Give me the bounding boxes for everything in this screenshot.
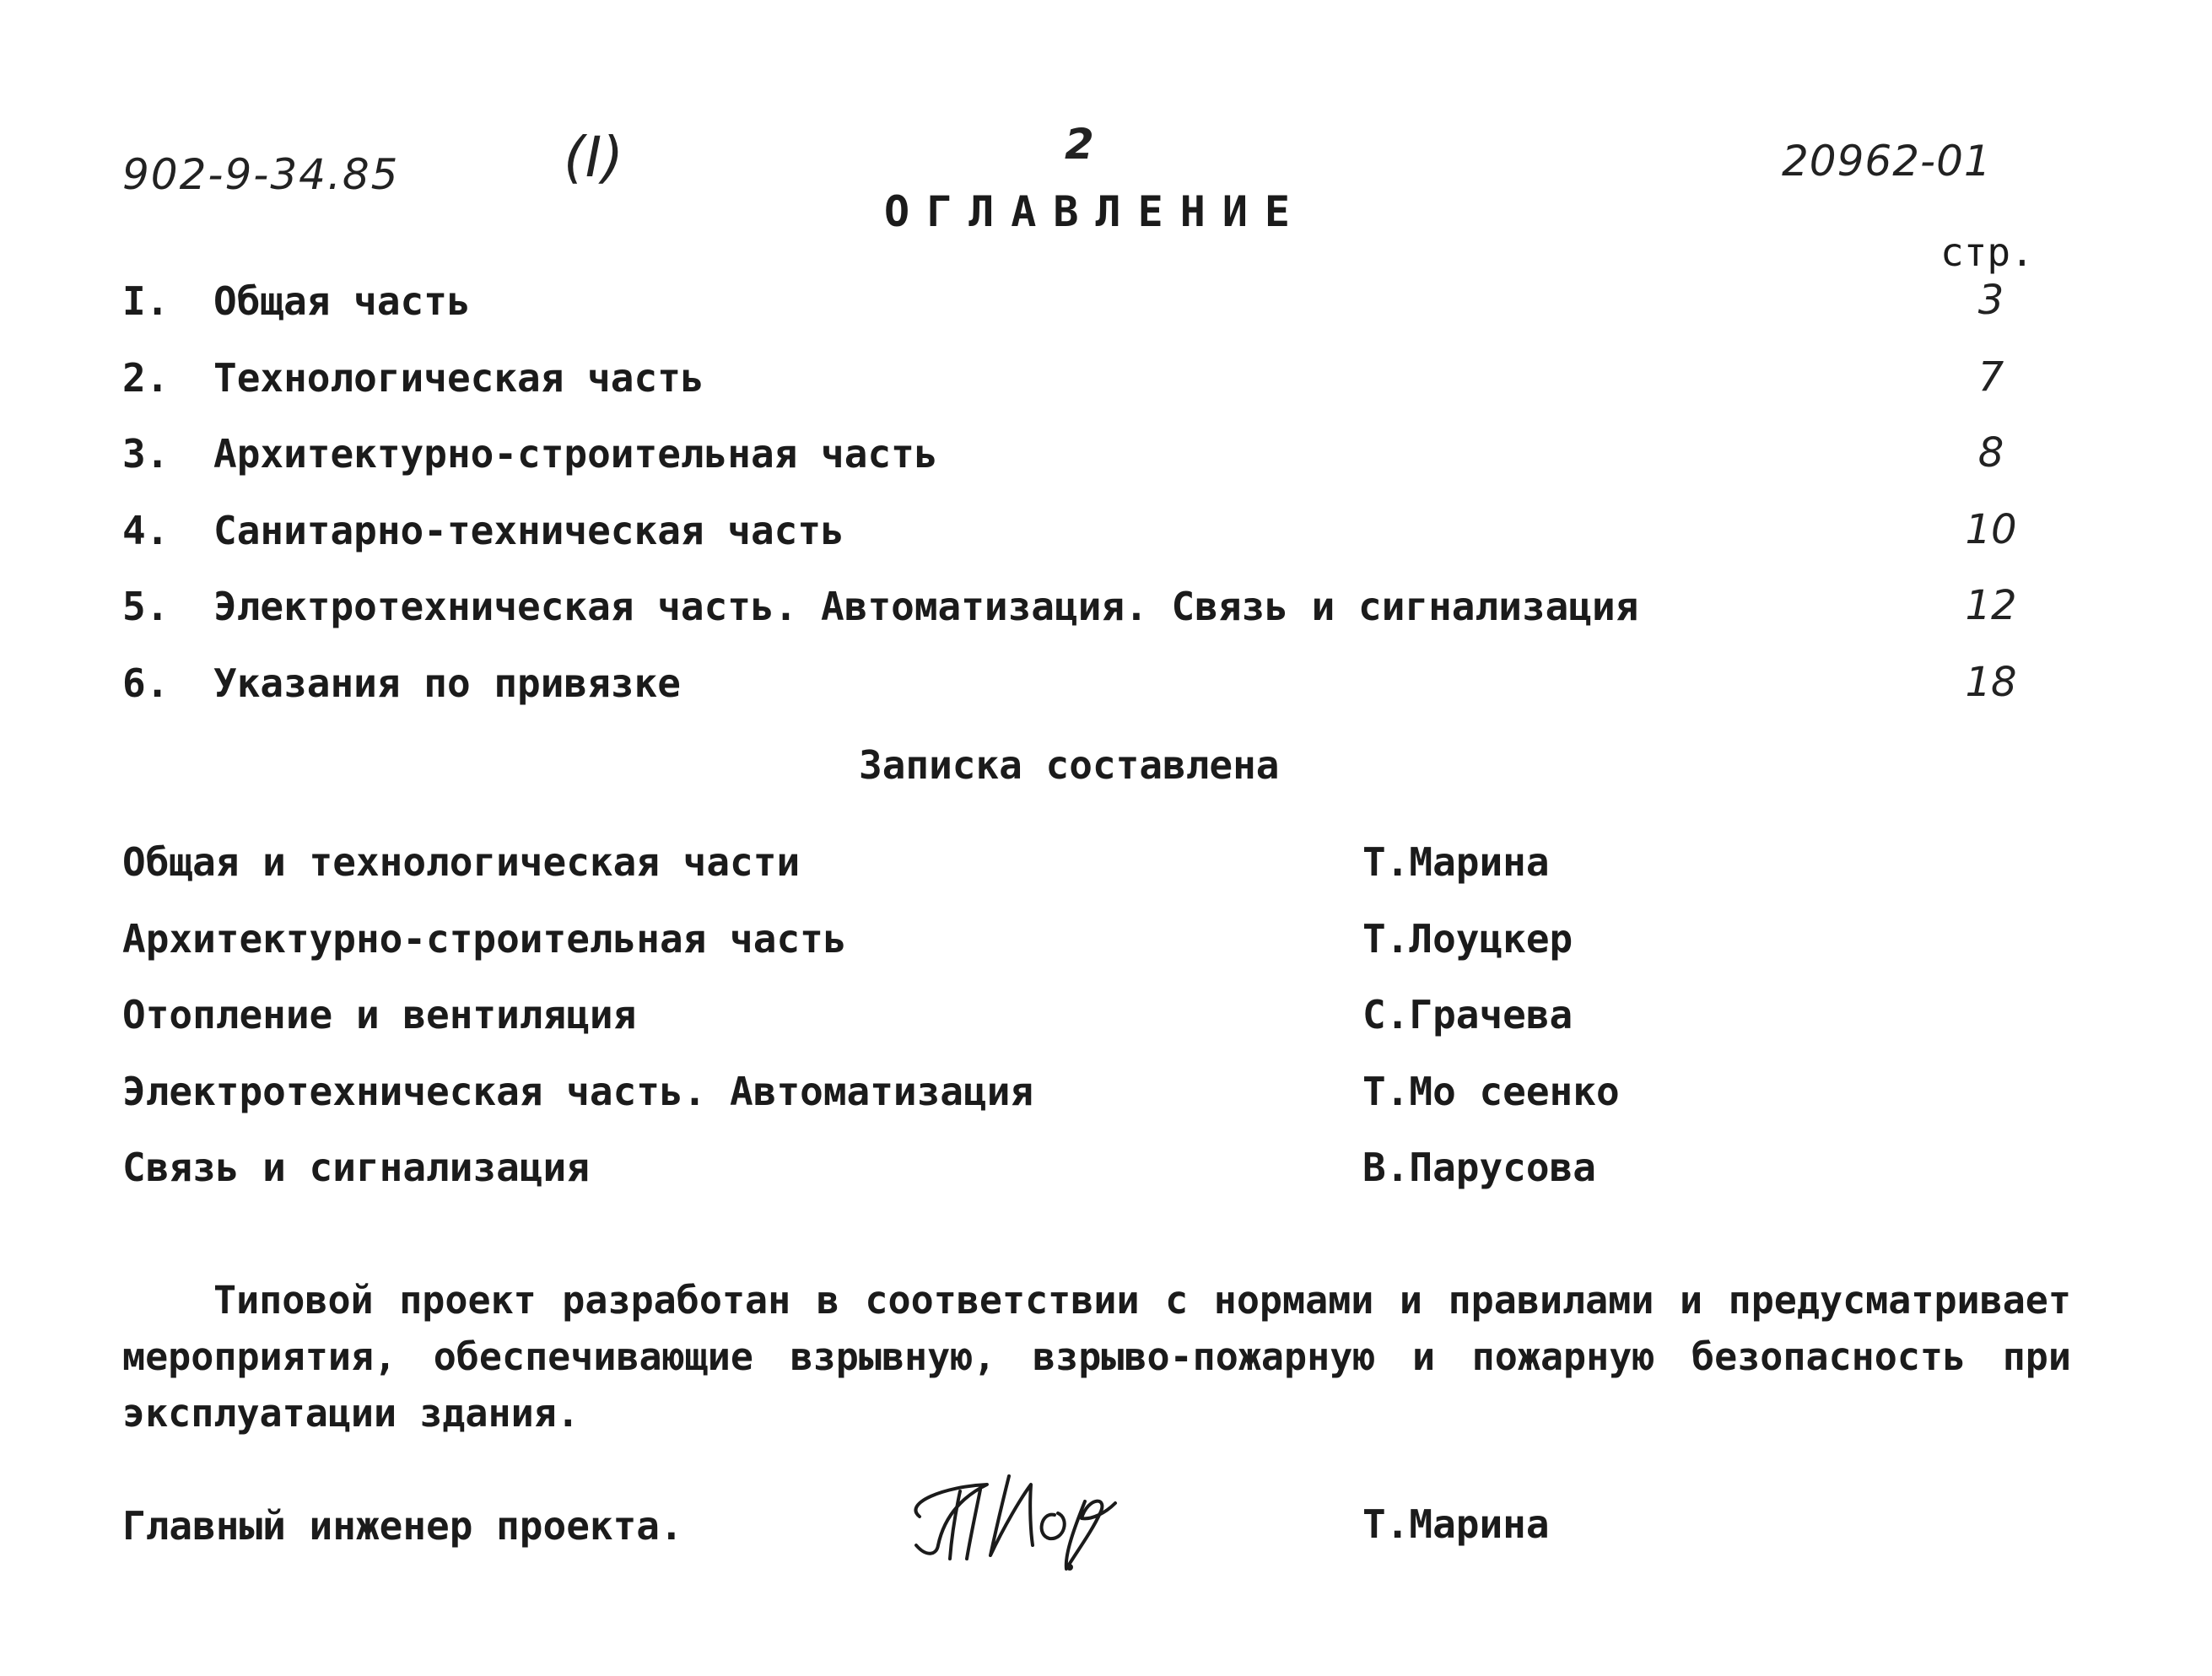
- toc-item: [122, 660, 2037, 737]
- toc-item-number: I.: [122, 278, 170, 324]
- order-code: 20962-01: [1782, 137, 1992, 186]
- author-row: [122, 1145, 2063, 1221]
- signoff-role: Главный инженер проекта.: [122, 1503, 683, 1549]
- authors-heading: Записка составлена: [859, 742, 1280, 788]
- author-section: Общая и технологическая части: [122, 839, 801, 885]
- toc-item: [122, 355, 2037, 432]
- author-section: Отопление и вентиляция: [122, 992, 637, 1037]
- toc-item-title: Архитектурно-строительная часть: [213, 431, 938, 477]
- document-code: 902-9-34.85: [122, 150, 400, 199]
- safety-statement: Типовой проект разработан в соответствии с нормами и правилами и предусматривает мероприятия, обеспечивающие взрывную, взрыво-пожарную и пожарную безопасность при эксплуатации здания.: [122, 1278, 2071, 1436]
- author-row: [122, 839, 2063, 916]
- toc-item-page: 10: [1965, 505, 2017, 553]
- sheet-mark: (I): [564, 125, 623, 190]
- toc-item-title: Электротехническая часть. Автоматизация. Связь и сигнализация: [213, 584, 1639, 629]
- toc-item-page: 8: [1977, 429, 2004, 477]
- toc-item-number: 5.: [122, 584, 170, 629]
- signoff-name: Т.Марина: [1362, 1501, 1550, 1547]
- toc-item: [122, 584, 2037, 660]
- table-of-contents: [122, 278, 2037, 736]
- toc-item-title: Указания по привязке: [213, 660, 681, 706]
- toc-item-page: 18: [1965, 658, 2017, 706]
- author-row: [122, 992, 2063, 1069]
- authors-list: [122, 839, 2063, 1221]
- author-row: [122, 916, 2063, 993]
- author-section: Архитектурно-строительная часть: [122, 915, 847, 962]
- page-title: ОГЛАВЛЕНИЕ: [884, 187, 1308, 236]
- author-name: Т.Марина: [1362, 839, 1550, 885]
- author-section: Электротехническая часть. Автоматизация: [122, 1068, 1034, 1114]
- toc-item-title: Санитарно-техническая часть: [213, 507, 844, 553]
- toc-item-number: 2.: [122, 354, 170, 401]
- author-name: С.Грачева: [1362, 992, 1573, 1037]
- author-section: Связь и сигнализация: [122, 1145, 590, 1190]
- toc-item-title: Технологическая часть: [213, 354, 704, 401]
- toc-item-number: 4.: [122, 507, 170, 553]
- toc-item-page: 7: [1977, 353, 2004, 401]
- toc-item-page: 3: [1977, 277, 2004, 324]
- author-row: [122, 1069, 2063, 1145]
- toc-item-number: 3.: [122, 431, 170, 477]
- author-name: Т.Мо сеенко: [1362, 1068, 1620, 1114]
- author-name: В.Парусова: [1362, 1145, 1596, 1190]
- author-name: Т.Лоуцкер: [1362, 915, 1573, 962]
- toc-item: [122, 505, 2037, 585]
- toc-item-page: 12: [1965, 582, 2017, 629]
- toc-item-title: Общая часть: [213, 278, 471, 324]
- toc-item: [122, 278, 2037, 355]
- page-number: 2: [1065, 120, 1094, 169]
- handwritten-signature: [886, 1451, 1156, 1577]
- toc-item: [122, 431, 2037, 508]
- page-column-label: стр.: [1940, 229, 2034, 275]
- toc-item-number: 6.: [122, 660, 170, 706]
